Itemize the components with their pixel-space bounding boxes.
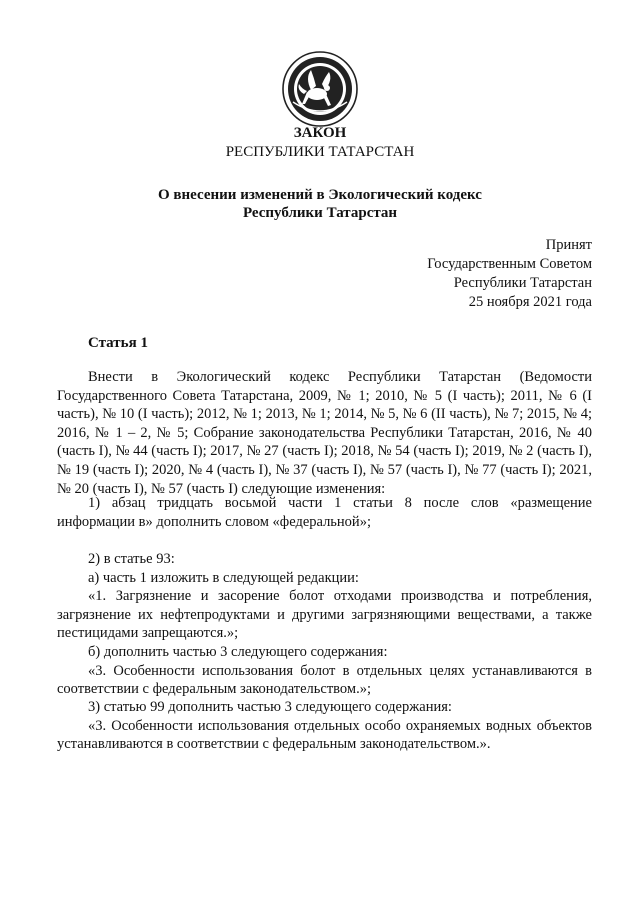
amendment-item-2-b-text: «3. Особенности использования болот в отдельных целях устанавливаются в соответствии с федеральным законодательством.»;	[57, 662, 592, 698]
amendment-item-1: 1) абзац тридцать восьмой части 1 статьи 8 после слов «размещение информации в» дополнить словом «федеральной»;	[57, 495, 592, 530]
amendment-item-3	[57, 698, 592, 754]
law-subject-line-2: Республики Татарстан	[242, 205, 398, 221]
adoption-line-2: Государственным Советом	[427, 256, 592, 272]
amendment-item-2-heading: 2) в статье 93:	[88, 551, 175, 567]
amendment-item-2-b: б) дополнить частью 3 следующего содержания:	[88, 643, 388, 660]
adoption-line-1: Принят	[545, 237, 592, 253]
amendment-item-2	[57, 550, 592, 699]
law-subtitle: РЕСПУБЛИКИ ТАТАРСТАН	[225, 144, 415, 160]
article-heading: Статья 1	[88, 335, 148, 351]
adoption-date: 25 ноября 2021 года	[468, 294, 592, 310]
amendment-item-3-text: «3. Особенности использования отдельных особо охраняемых водных объектов устанавливаются в соответствии с федеральным законодательством.».	[57, 717, 592, 753]
adoption-block	[427, 236, 592, 312]
article-intro-paragraph: Внести в Экологический кодекс Республики Татарстан (Ведомости Государственного Совета Татарстана, 2009, № 1; 2010, № 5 (I часть); 2011, № 6 (I часть), № 10 (I часть); 2012, № 1; 2013, № 1; 2014, № 5, № 6 (II часть), № 7; 2015, № 4; 2016, № 1 – 2, № 5; Собрание законодательства Республики Татарстан, 2016, № 40 (часть I), № 44 (часть I); 2017, № 27 (часть I); 2018, № 54 (часть I); 2019, № 2 (часть I), № 19 (часть I); 2020, № 4 (часть I), № 37 (часть I), № 57 (часть I), № 77 (часть I); 2021, № 20 (часть I), № 57 (часть I) следующие изменения:	[57, 369, 592, 497]
amendment-item-3-heading: 3) статью 99 дополнить частью 3 следующего содержания:	[88, 699, 452, 715]
amendment-item-2-a: а) часть 1 изложить в следующей редакции:	[88, 569, 359, 586]
law-subject-line-1: О внесении изменений в Экологический кодекс	[158, 187, 482, 203]
amendment-item-2-a-text: «1. Загрязнение и засорение болот отходами производства и потребления, загрязнение их нефтепродуктами и другими загрязняющими веществами, а также пестицидами запрещаются.»;	[57, 588, 592, 642]
adoption-line-3: Республики Татарстан	[453, 275, 592, 291]
tatarstan-emblem-icon	[281, 50, 359, 128]
law-title: ЗАКОН	[293, 125, 347, 141]
